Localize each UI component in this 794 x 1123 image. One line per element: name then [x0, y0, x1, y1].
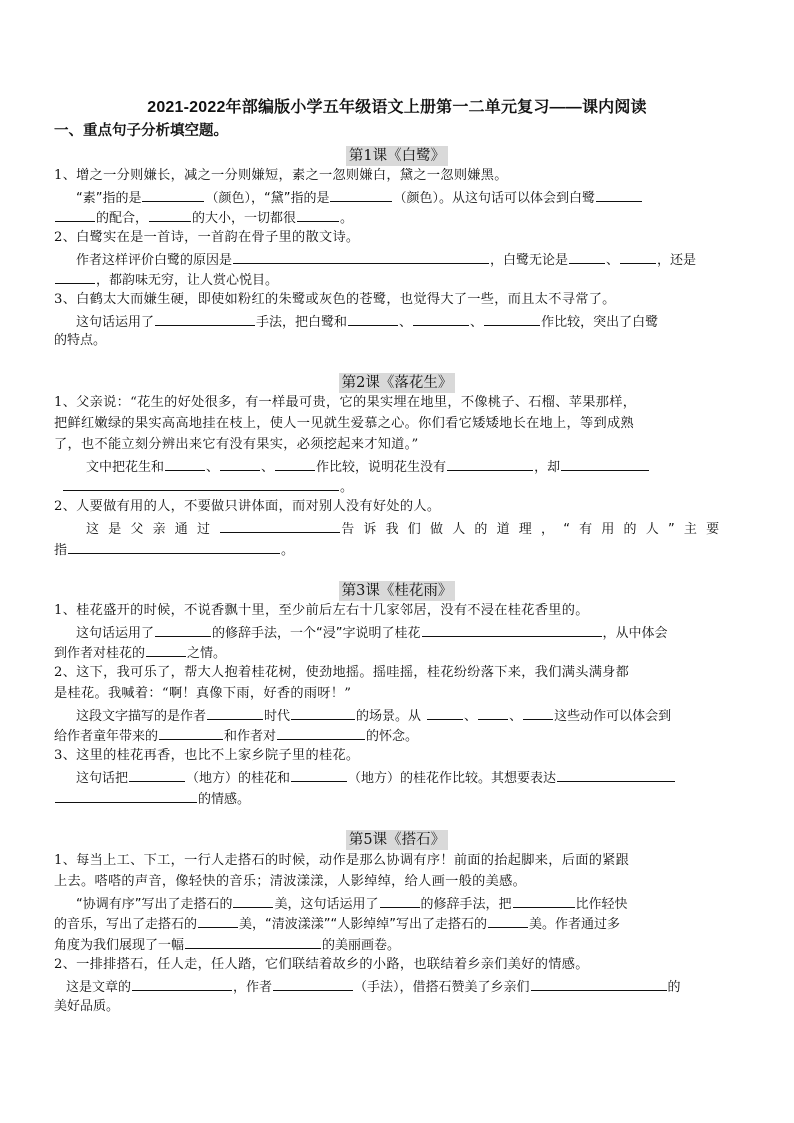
- text-segment: 的情感。: [198, 792, 251, 807]
- answer-blank[interactable]: [596, 187, 642, 202]
- question-prompt: [86, 518, 774, 540]
- text-segment: ，还是: [657, 253, 697, 268]
- question-text: 2、人要做有用的人，不要做只讲体面，而对别人没有好处的人。: [54, 499, 441, 514]
- question-prompt: [54, 207, 742, 229]
- text-segment: 指: [54, 543, 68, 558]
- answer-blank[interactable]: [155, 311, 255, 326]
- answer-blank[interactable]: [165, 456, 205, 471]
- question-prompt: [54, 725, 742, 747]
- answer-blank[interactable]: [561, 456, 649, 471]
- question-prompt: [76, 249, 764, 271]
- question-text: 2、一排排搭石，任人走，任人踏，它们联结着故乡的小路，也联结着乡亲们美好的情感。: [54, 957, 589, 972]
- answer-blank[interactable]: [569, 249, 605, 264]
- question-prompt: [86, 456, 774, 478]
- question-text: 1、桂花盛开的时候，不说香飘十里，至少前后左右十几家邻居，没有不浸在桂花香里的。: [54, 603, 589, 618]
- text-segment: 第1课《白鹭》: [346, 146, 448, 166]
- text-segment: 的修辞手法，把: [420, 897, 512, 912]
- text-segment: 。: [281, 543, 295, 558]
- answer-blank[interactable]: [220, 456, 260, 471]
- answer-blank[interactable]: [233, 249, 489, 264]
- answer-blank[interactable]: [198, 913, 238, 928]
- answer-blank[interactable]: [513, 893, 575, 908]
- question-prompt: [76, 187, 764, 209]
- text-segment: 时代: [264, 709, 291, 724]
- answer-blank[interactable]: [68, 539, 280, 554]
- text-segment: 作比较，说明花生没有: [316, 460, 447, 475]
- answer-blank[interactable]: [273, 976, 353, 991]
- question-text: 3、这里的桂花再香，也比不上家乡院子里的桂花。: [54, 748, 360, 763]
- question-prompt: [54, 913, 742, 935]
- question-text: 2、白鹭实在是一首诗，一首韵在骨子里的散文诗。: [54, 230, 360, 245]
- question-prompt: [76, 311, 764, 333]
- question-text: 1、增之一分则嫌长，减之一分则嫌短，素之一忽则嫌白，黛之一忽则嫌黑。: [54, 168, 508, 183]
- question-text: 1、每当上工、下工，一行人走搭石的时候，动作是那么协调有序！前面的抬起脚来，后面的紧跟: [54, 853, 630, 868]
- text-segment: 、: [399, 315, 413, 330]
- answer-blank[interactable]: [146, 642, 186, 657]
- question-text: 上去。嗒嗒的声音，像轻快的音乐；清波漾漾，人影绰绰，给人画一般的美感。: [54, 874, 527, 889]
- answer-blank[interactable]: [132, 976, 232, 991]
- text-segment: 这是父亲通过: [86, 522, 220, 537]
- text-segment: 、: [464, 709, 478, 724]
- answer-blank[interactable]: [55, 207, 95, 222]
- text-segment: 之情。: [187, 646, 227, 661]
- text-segment: “协调有序”写出了走搭石的: [76, 897, 233, 912]
- answer-blank[interactable]: [291, 705, 355, 720]
- text-segment: 这句话运用了: [76, 315, 155, 330]
- question-prompt: [54, 539, 742, 561]
- answer-blank[interactable]: [233, 893, 273, 908]
- answer-blank[interactable]: [484, 311, 540, 326]
- answer-blank[interactable]: [348, 311, 398, 326]
- question-prompt: 的特点。: [54, 333, 107, 348]
- text-segment: 美，“清波漾漾”“人影绰绰”写出了走搭石的: [239, 917, 487, 932]
- question-text: 了，也不能立刻分辨出来它有没有果实，必须挖起来才知道。”: [54, 437, 419, 452]
- text-segment: ，从中体会: [602, 626, 668, 641]
- question-prompt: [76, 767, 764, 789]
- text-segment: 到作者对桂花的: [54, 646, 146, 661]
- text-segment: ，作者: [233, 980, 273, 995]
- lesson-2-header: [0, 372, 794, 392]
- answer-blank[interactable]: [142, 187, 204, 202]
- question-prompt: [66, 976, 754, 998]
- page-title: 2021-2022年部编版小学五年级语文上册第一二单元复习——课内阅读: [147, 99, 647, 116]
- text-segment: 角度为我们展现了一幅: [54, 938, 185, 953]
- answer-blank[interactable]: [330, 187, 392, 202]
- text-segment: 美，这句话运用了: [274, 897, 379, 912]
- text-segment: 的美丽画卷。: [322, 938, 401, 953]
- text-segment: 、: [206, 460, 220, 475]
- text-segment: 这段文字描写的是作者: [76, 709, 207, 724]
- text-segment: 文中把花生和: [86, 460, 165, 475]
- answer-blank[interactable]: [523, 705, 553, 720]
- text-segment: 、: [261, 460, 275, 475]
- text-segment: 和作者对: [224, 729, 277, 744]
- text-segment: 作比较，突出了白鹭: [541, 315, 659, 330]
- question-prompt: 美好品质。: [54, 999, 120, 1014]
- answer-blank[interactable]: [531, 976, 667, 991]
- text-segment: 的修辞手法，一个“浸”字说明了桂花: [212, 626, 421, 641]
- text-segment: 第3课《桂花雨》: [339, 581, 456, 601]
- answer-blank[interactable]: [291, 767, 347, 782]
- text-segment: 给作者童年带来的: [54, 729, 159, 744]
- text-segment: ，白鹭无论是: [490, 253, 569, 268]
- answer-blank[interactable]: [447, 456, 533, 471]
- text-segment: 的: [667, 980, 681, 995]
- lesson-3-header: [0, 580, 794, 600]
- question-prompt: [76, 705, 764, 727]
- text-segment: （地方）的桂花作比较。其想要表达: [348, 771, 557, 786]
- question-text: 3、白鹤太大而嫌生硬，即使如粉红的朱鹭或灰色的苍鹭，也觉得大了一些，而且太不寻常了。: [54, 292, 616, 307]
- text-segment: 比作轻快: [575, 897, 628, 912]
- text-segment: 这些动作可以体会到: [554, 709, 672, 724]
- text-segment: 、: [509, 709, 523, 724]
- answer-blank[interactable]: [129, 767, 185, 782]
- text-segment: 手法，把白鹭和: [256, 315, 348, 330]
- question-prompt: [54, 642, 742, 664]
- question-text: 1、父亲说：“花生的好处很多，有一样最可贵，它的果实埋在地里，不像桃子、石榴、苹果那样，: [54, 395, 637, 410]
- answer-blank[interactable]: [185, 934, 321, 949]
- question-prompt: [76, 622, 764, 644]
- text-segment: 的场景。从: [356, 709, 422, 724]
- text-segment: （颜色）。从这句话可以体会到白鹭: [393, 191, 595, 206]
- answer-blank[interactable]: [380, 893, 420, 908]
- text-segment: 这句话运用了: [76, 626, 155, 641]
- answer-blank[interactable]: [413, 311, 469, 326]
- text-segment: （颜色），“黛”指的是: [205, 191, 330, 206]
- answer-blank[interactable]: [277, 725, 365, 740]
- text-segment: 这句话把: [76, 771, 129, 786]
- text-segment: 。: [340, 211, 354, 226]
- text-segment: ，都韵味无穷，让人赏心悦目。: [96, 273, 279, 288]
- answer-blank[interactable]: [297, 207, 339, 222]
- text-segment: 的怀念。: [366, 729, 419, 744]
- text-segment: 第2课《落花生》: [339, 373, 456, 393]
- answer-blank[interactable]: [155, 622, 211, 637]
- text-segment: 、: [470, 315, 484, 330]
- answer-blank[interactable]: [275, 456, 315, 471]
- answer-blank[interactable]: [422, 622, 602, 637]
- lesson-5-header: [0, 829, 794, 849]
- text-segment: “素”指的是: [76, 191, 142, 206]
- text-segment: 的大小，一切都很: [192, 211, 297, 226]
- answer-blank[interactable]: [220, 518, 340, 533]
- text-segment: ，却: [534, 460, 561, 475]
- text-segment: 、: [606, 253, 620, 268]
- text-segment: 的配合，: [96, 211, 149, 226]
- answer-blank[interactable]: [620, 249, 656, 264]
- answer-blank[interactable]: [55, 269, 95, 284]
- question-prompt: [76, 893, 764, 915]
- text-segment: 作者这样评价白鹭的原因是: [76, 253, 233, 268]
- answer-blank[interactable]: [55, 788, 197, 803]
- answer-blank[interactable]: [63, 476, 339, 491]
- question-prompt: [54, 788, 742, 810]
- text-segment: （地方）的桂花和: [186, 771, 291, 786]
- text-segment: （手法），借搭石赞美了乡亲们: [354, 980, 530, 995]
- answer-blank[interactable]: [159, 725, 223, 740]
- answer-blank[interactable]: [557, 767, 675, 782]
- answer-blank[interactable]: [207, 705, 263, 720]
- text-segment: 告诉我们做人的道理，“有用的人”主要: [341, 522, 729, 537]
- answer-blank[interactable]: [488, 913, 528, 928]
- text-segment: 的音乐，写出了走搭石的: [54, 917, 198, 932]
- answer-blank[interactable]: [427, 705, 463, 720]
- answer-blank[interactable]: [478, 705, 508, 720]
- text-segment: 美。作者通过多: [528, 917, 620, 932]
- text-segment: 。: [340, 480, 354, 495]
- lesson-1-header: [0, 145, 794, 165]
- question-prompt: [54, 934, 742, 956]
- question-prompt: [62, 476, 750, 498]
- question-prompt: [54, 269, 742, 291]
- question-text: 2、这下，我可乐了，帮大人抱着桂花树，使劲地摇。摇哇摇，桂花纷纷落下来，我们满头满身都: [54, 665, 630, 680]
- question-text: 把鲜红嫩绿的果实高高地挂在枝上，使人一见就生爱慕之心。你们看它矮矮地长在地上，等到成熟: [54, 416, 634, 431]
- question-text: 是桂花。我喊着：“啊！真像下雨，好香的雨呀！”: [54, 686, 352, 701]
- answer-blank[interactable]: [149, 207, 191, 222]
- text-segment: 这是文章的: [66, 980, 132, 995]
- section-heading: 一、重点句子分析填空题。: [54, 123, 228, 139]
- text-segment: 第5课《搭石》: [346, 830, 448, 850]
